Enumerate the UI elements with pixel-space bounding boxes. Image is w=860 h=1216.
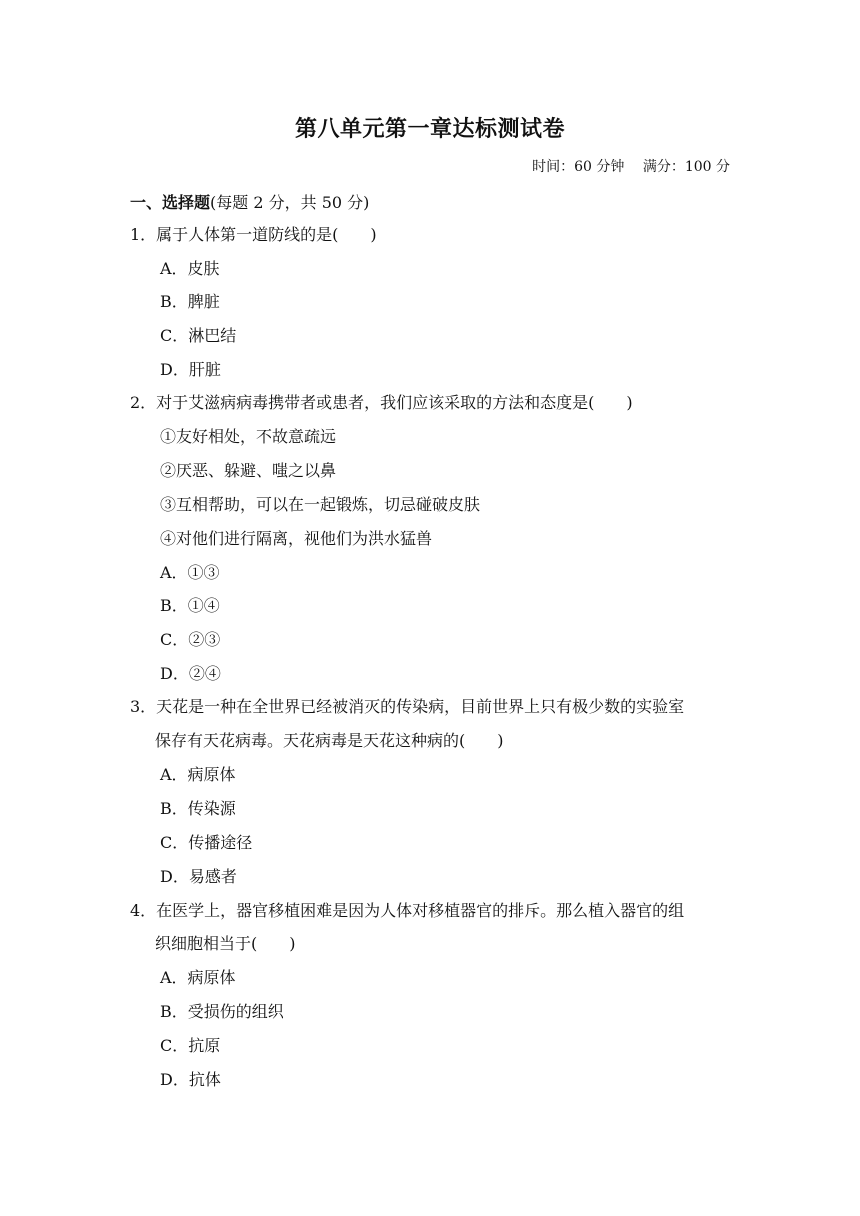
section-heading bbox=[130, 190, 369, 213]
question-3-stem: 3．天花是一种在全世界已经被消灭的传染病，目前世界上只有极少数的实验室 bbox=[130, 697, 685, 716]
question-2-option-c: C．②③ bbox=[160, 630, 221, 649]
question-3-stem-continued: 保存有天花病毒。天花病毒是天花这种病的( ) bbox=[155, 731, 504, 750]
question-4-option-c: C．抗原 bbox=[160, 1036, 221, 1055]
question-2-option-a: A．①③ bbox=[160, 563, 220, 582]
question-2-stem: 2．对于艾滋病病毒携带者或患者，我们应该采取的方法和态度是( ) bbox=[130, 393, 633, 412]
question-2-statement-3: ③互相帮助，可以在一起锻炼，切忌碰破皮肤 bbox=[160, 495, 481, 514]
question-4-option-a: A．病原体 bbox=[160, 968, 236, 987]
question-1-option-a: A．皮肤 bbox=[160, 259, 220, 278]
exam-meta bbox=[532, 156, 730, 176]
time-limit: 时间：60 分钟 bbox=[532, 159, 625, 175]
question-1-stem: 1．属于人体第一道防线的是( ) bbox=[130, 225, 377, 244]
exam-title: 第八单元第一章达标测试卷 bbox=[294, 117, 565, 142]
question-1-option-c: C．淋巴结 bbox=[160, 326, 237, 345]
question-4-stem: 4．在医学上，器官移植困难是因为人体对移植器官的排斥。那么植入器官的组 bbox=[130, 901, 685, 920]
question-3-option-d: D．易感者 bbox=[160, 867, 237, 886]
question-3-option-c: C．传播途径 bbox=[160, 833, 253, 852]
question-1-option-b: B．脾脏 bbox=[160, 292, 220, 311]
question-3-option-b: B．传染源 bbox=[160, 799, 236, 818]
question-1-option-d: D．肝脏 bbox=[160, 360, 221, 379]
question-2-statement-4: ④对他们进行隔离，视他们为洪水猛兽 bbox=[160, 529, 433, 548]
question-2-option-d: D．②④ bbox=[160, 664, 221, 683]
question-4-stem-continued: 织细胞相当于( ) bbox=[155, 934, 296, 953]
section-note: (每题 2 分，共 50 分) bbox=[210, 193, 370, 212]
question-3-option-a: A．病原体 bbox=[160, 765, 236, 784]
question-2-option-b: B．①④ bbox=[160, 596, 220, 615]
full-score: 满分：100 分 bbox=[642, 159, 730, 175]
question-2-statement-1: ①友好相处，不故意疏远 bbox=[160, 427, 337, 446]
question-4-option-b: B．受损伤的组织 bbox=[160, 1002, 284, 1021]
question-2-statement-2: ②厌恶、躲避、嗤之以鼻 bbox=[160, 461, 337, 480]
question-4-option-d: D．抗体 bbox=[160, 1070, 221, 1089]
section-title: 一、选择题 bbox=[130, 193, 211, 212]
